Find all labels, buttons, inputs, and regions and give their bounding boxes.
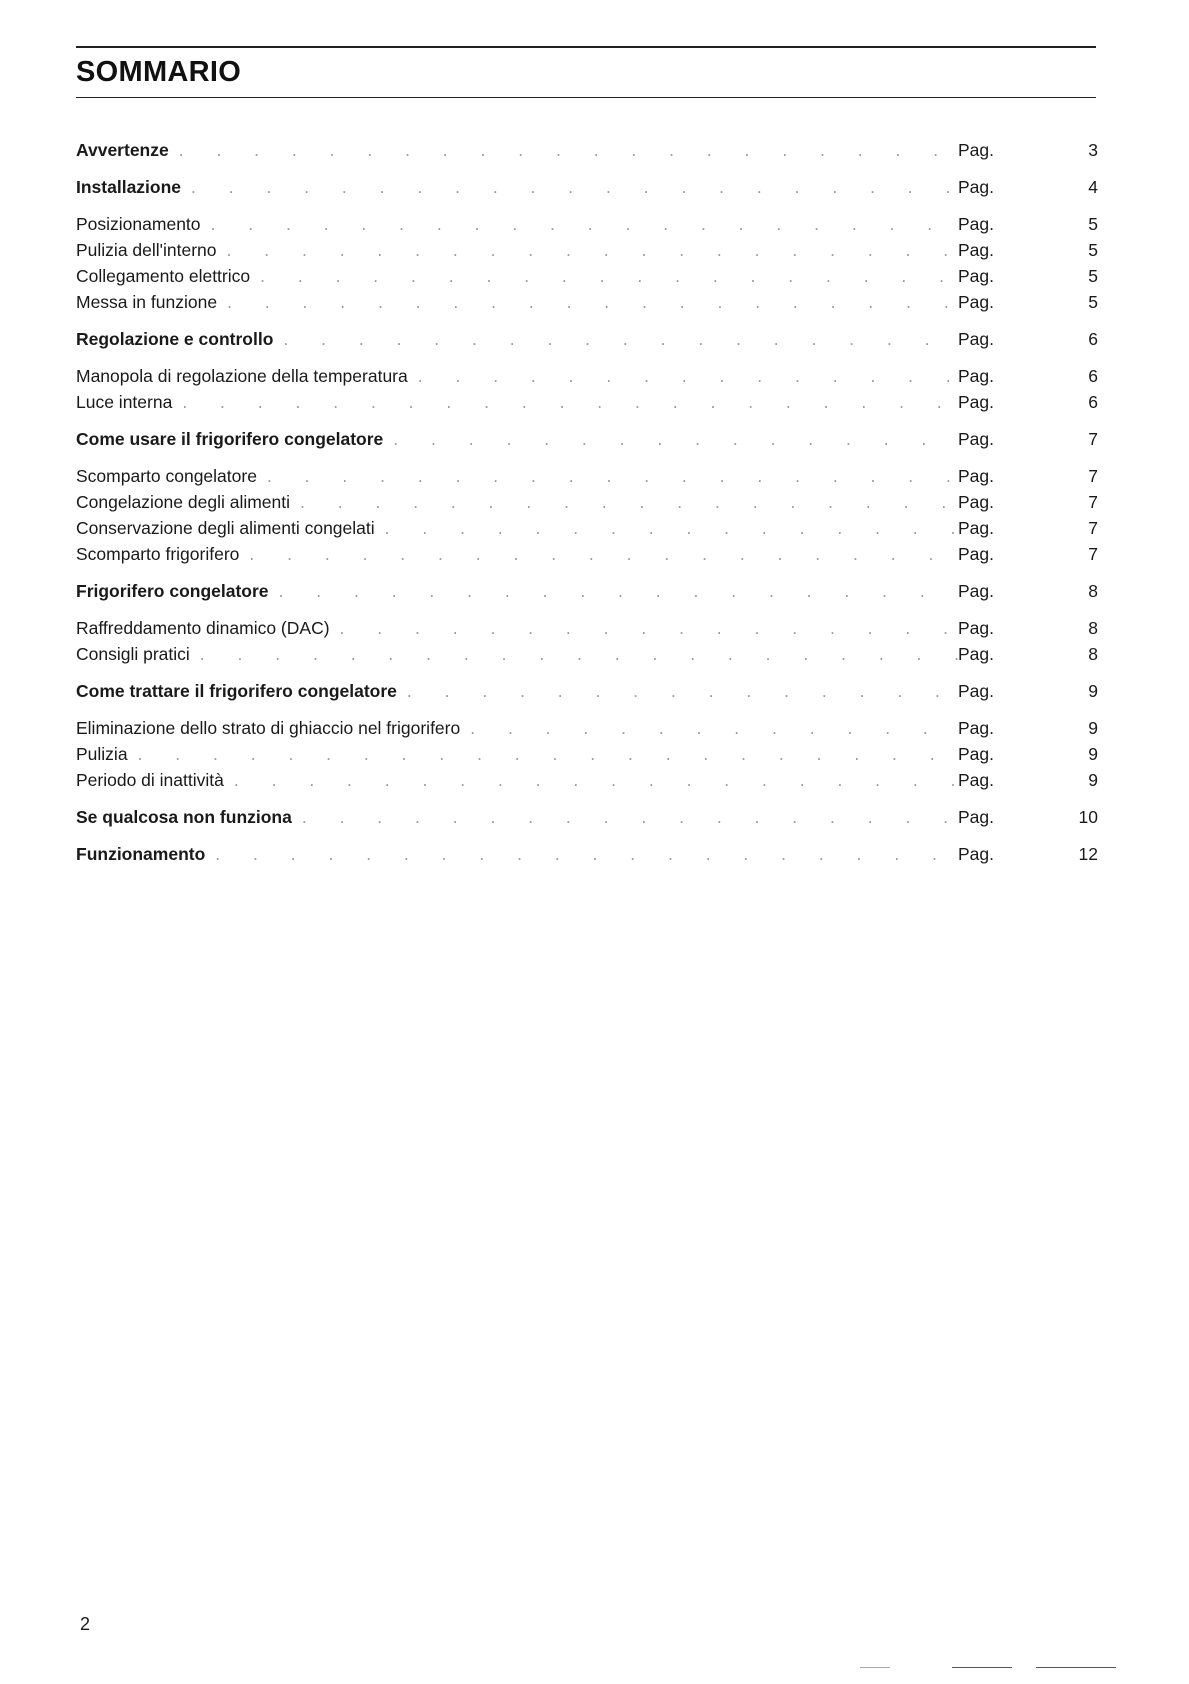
toc-entry-label: Regolazione e controllo bbox=[76, 329, 274, 349]
dot-leader bbox=[249, 544, 958, 565]
toc-entry-label: Consigli pratici bbox=[76, 644, 190, 664]
toc-entry-label: Raffreddamento dinamico (DAC) bbox=[76, 618, 330, 638]
toc-entry[interactable] bbox=[76, 429, 1098, 455]
toc-entry-pag: Pag. bbox=[958, 366, 994, 386]
dot-leader bbox=[267, 466, 958, 487]
toc-entry[interactable] bbox=[76, 644, 1098, 670]
toc-entry-page: 7 bbox=[1088, 544, 1098, 564]
dot-leader bbox=[418, 366, 958, 387]
toc-entry-label: Messa in funzione bbox=[76, 292, 218, 312]
toc-entry-page: 6 bbox=[1088, 366, 1098, 386]
toc-entry[interactable] bbox=[76, 807, 1098, 833]
toc-entry-page: 7 bbox=[1088, 429, 1098, 449]
toc-entry-page: 5 bbox=[1088, 266, 1098, 286]
toc-entry-label: Pulizia dell'interno bbox=[76, 240, 217, 260]
toc-entry[interactable] bbox=[76, 292, 1098, 318]
dot-leader bbox=[260, 266, 958, 287]
toc-entry[interactable] bbox=[76, 492, 1098, 518]
toc-entry-pag: Pag. bbox=[958, 214, 994, 234]
toc-entry[interactable] bbox=[76, 544, 1098, 570]
toc-entry-page: 8 bbox=[1088, 644, 1098, 664]
scan-mark bbox=[952, 1667, 1012, 1668]
dot-leader bbox=[215, 844, 958, 865]
table-of-contents bbox=[76, 140, 1098, 870]
toc-entry-page: 9 bbox=[1088, 681, 1098, 701]
toc-entry-pag: Pag. bbox=[958, 392, 994, 412]
toc-entry[interactable] bbox=[76, 140, 1098, 166]
toc-entry[interactable] bbox=[76, 214, 1098, 240]
dot-leader bbox=[300, 492, 958, 513]
dot-leader bbox=[182, 392, 958, 413]
toc-entry-pag: Pag. bbox=[958, 266, 994, 286]
toc-entry-label: Avvertenze bbox=[76, 140, 169, 160]
toc-entry-pag: Pag. bbox=[958, 544, 994, 564]
dot-leader bbox=[279, 581, 958, 602]
dot-leader bbox=[340, 618, 958, 639]
toc-entry-pag: Pag. bbox=[958, 177, 994, 197]
toc-entry-label: Se qualcosa non funziona bbox=[76, 807, 292, 827]
toc-entry-pag: Pag. bbox=[958, 492, 994, 512]
toc-entry-pag: Pag. bbox=[958, 618, 994, 638]
toc-entry-page: 10 bbox=[1078, 807, 1098, 827]
toc-entry-label: Eliminazione dello strato di ghiaccio nel frigorifero bbox=[76, 718, 461, 738]
toc-entry-pag: Pag. bbox=[958, 681, 994, 701]
toc-entry-pag: Pag. bbox=[958, 581, 994, 601]
toc-entry-page: 9 bbox=[1088, 744, 1098, 764]
toc-entry-page: 5 bbox=[1088, 214, 1098, 234]
toc-entry-page: 5 bbox=[1088, 292, 1098, 312]
toc-entry[interactable] bbox=[76, 392, 1098, 418]
toc-entry[interactable] bbox=[76, 329, 1098, 355]
toc-entry-label: Installazione bbox=[76, 177, 182, 197]
dot-leader bbox=[138, 744, 958, 765]
toc-entry-page: 6 bbox=[1088, 392, 1098, 412]
dot-leader bbox=[470, 718, 958, 739]
toc-entry[interactable] bbox=[76, 770, 1098, 796]
toc-entry-page: 7 bbox=[1088, 518, 1098, 538]
toc-entry-label: Frigorifero congelatore bbox=[76, 581, 269, 601]
toc-entry-pag: Pag. bbox=[958, 466, 994, 486]
toc-entry-label: Collegamento elettrico bbox=[76, 266, 251, 286]
toc-entry-label: Pulizia bbox=[76, 744, 128, 764]
toc-entry-pag: Pag. bbox=[958, 329, 994, 349]
toc-entry-label: Manopola di regolazione della temperatura bbox=[76, 366, 408, 386]
toc-entry[interactable] bbox=[76, 581, 1098, 607]
toc-entry[interactable] bbox=[76, 240, 1098, 266]
toc-entry-pag: Pag. bbox=[958, 718, 994, 738]
toc-entry-page: 7 bbox=[1088, 492, 1098, 512]
toc-entry[interactable] bbox=[76, 718, 1098, 744]
toc-entry-label: Come usare il frigorifero congelatore bbox=[76, 429, 384, 449]
dot-leader bbox=[191, 177, 958, 198]
toc-entry-pag: Pag. bbox=[958, 292, 994, 312]
dot-leader bbox=[200, 644, 958, 665]
dot-leader bbox=[234, 770, 958, 791]
scan-mark bbox=[1036, 1667, 1116, 1668]
toc-entry-label: Scomparto frigorifero bbox=[76, 544, 240, 564]
toc-entry-label: Periodo di inattività bbox=[76, 770, 224, 790]
toc-entry-pag: Pag. bbox=[958, 429, 994, 449]
toc-entry[interactable] bbox=[76, 366, 1098, 392]
toc-entry-page: 7 bbox=[1088, 466, 1098, 486]
toc-entry[interactable] bbox=[76, 466, 1098, 492]
toc-entry-page: 3 bbox=[1088, 140, 1098, 160]
page-title: SOMMARIO bbox=[76, 56, 242, 88]
toc-entry[interactable] bbox=[76, 177, 1098, 203]
dot-leader bbox=[385, 518, 958, 539]
dot-leader bbox=[393, 429, 958, 450]
dot-leader bbox=[211, 214, 958, 235]
toc-entry-label: Scomparto congelatore bbox=[76, 466, 257, 486]
toc-entry-page: 12 bbox=[1078, 844, 1098, 864]
toc-entry[interactable] bbox=[76, 681, 1098, 707]
dot-leader bbox=[227, 292, 958, 313]
toc-entry-pag: Pag. bbox=[958, 140, 994, 160]
scan-mark bbox=[860, 1667, 890, 1668]
page-number: 2 bbox=[80, 1614, 91, 1634]
toc-entry-pag: Pag. bbox=[958, 807, 994, 827]
toc-entry-pag: Pag. bbox=[958, 518, 994, 538]
toc-entry-pag: Pag. bbox=[958, 240, 994, 260]
toc-entry-page: 9 bbox=[1088, 770, 1098, 790]
toc-entry-label: Congelazione degli alimenti bbox=[76, 492, 291, 512]
toc-entry-pag: Pag. bbox=[958, 844, 994, 864]
toc-entry[interactable] bbox=[76, 518, 1098, 544]
toc-entry-pag: Pag. bbox=[958, 644, 994, 664]
toc-entry-page: 8 bbox=[1088, 618, 1098, 638]
toc-entry-label: Funzionamento bbox=[76, 844, 206, 864]
toc-entry[interactable] bbox=[76, 266, 1098, 292]
top-rule bbox=[76, 46, 1096, 48]
dot-leader bbox=[227, 240, 958, 261]
toc-entry-label: Luce interna bbox=[76, 392, 173, 412]
toc-entry-label: Conservazione degli alimenti congelati bbox=[76, 518, 375, 538]
toc-entry[interactable] bbox=[76, 844, 1098, 870]
title-underline bbox=[76, 97, 1096, 98]
toc-entry-pag: Pag. bbox=[958, 770, 994, 790]
toc-entry-page: 4 bbox=[1088, 177, 1098, 197]
toc-entry[interactable] bbox=[76, 618, 1098, 644]
dot-leader bbox=[407, 681, 958, 702]
toc-entry-page: 8 bbox=[1088, 581, 1098, 601]
toc-entry-pag: Pag. bbox=[958, 744, 994, 764]
toc-entry-label: Come trattare il frigorifero congelatore bbox=[76, 681, 397, 701]
toc-entry-page: 5 bbox=[1088, 240, 1098, 260]
toc-entry-label: Posizionamento bbox=[76, 214, 201, 234]
dot-leader bbox=[283, 329, 958, 350]
dot-leader bbox=[179, 140, 958, 161]
toc-entry-page: 6 bbox=[1088, 329, 1098, 349]
dot-leader bbox=[302, 807, 958, 828]
toc-entry[interactable] bbox=[76, 744, 1098, 770]
toc-entry-page: 9 bbox=[1088, 718, 1098, 738]
